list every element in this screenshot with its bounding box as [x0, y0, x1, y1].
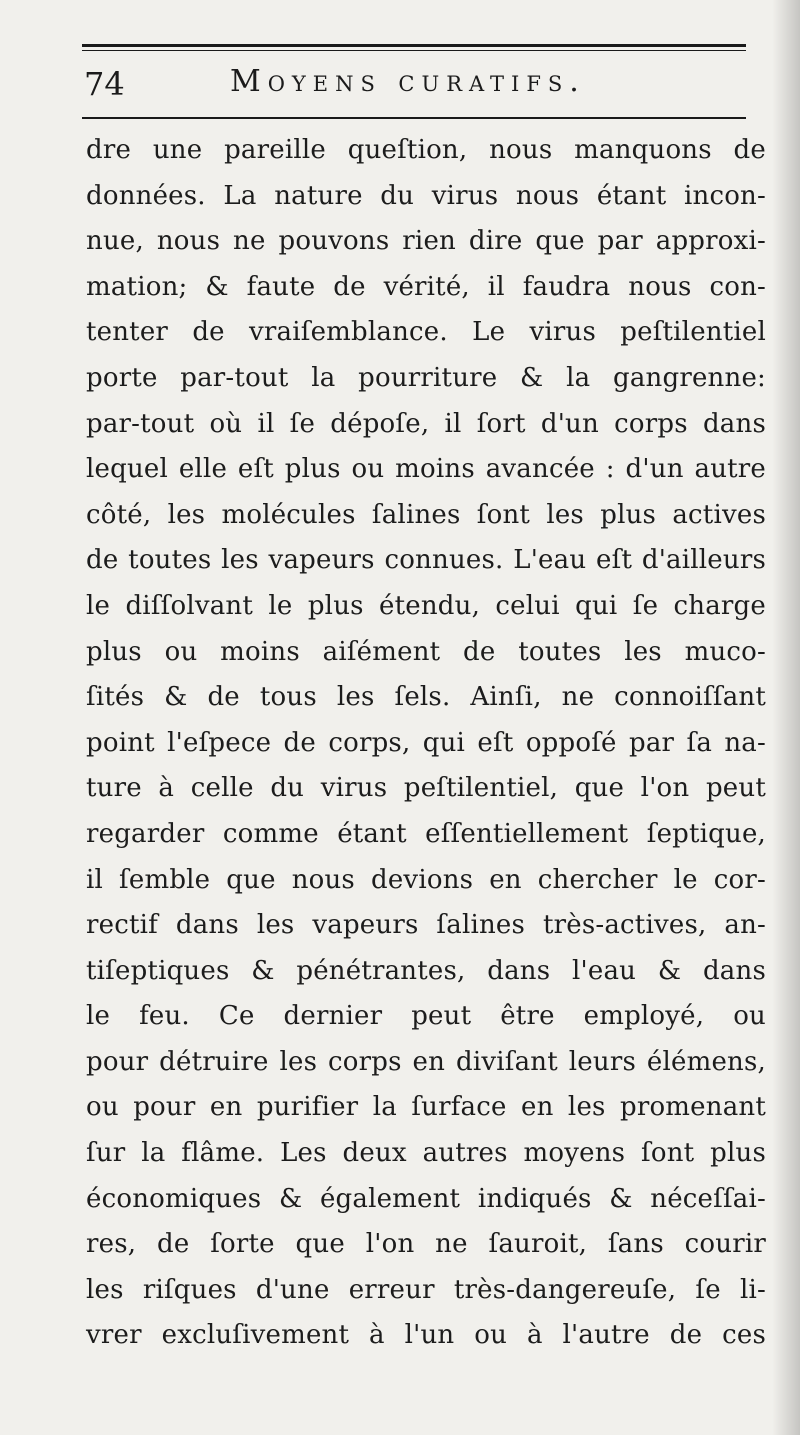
text-line: ſités & de tous les ſels. Ainſi, ne connoiſſant — [86, 682, 766, 713]
text-line: le diſſolvant le plus étendu, celui qui ſe charge — [86, 590, 766, 621]
text-line: vrer excluſivement à l'un ou à l'autre de ces — [86, 1320, 766, 1351]
header-top-rule — [82, 44, 746, 51]
text-line: les riſques d'une erreur très-dangereuſe, ſe li- — [86, 1274, 766, 1305]
text-line: ture à celle du virus peſtilentiel, que l'on peut — [86, 773, 766, 804]
text-line: ſur la flâme. Les deux autres moyens ſont plus — [86, 1138, 766, 1169]
text-line: ou pour en purifier la ſurface en les promenant — [86, 1092, 766, 1123]
body-text — [86, 128, 766, 1359]
text-line: côté, les molécules ſalines ſont les plus actives — [86, 499, 766, 530]
text-line: dre une pareille queſtion, nous manquons de — [86, 135, 766, 165]
text-line: tenter de vraiſemblance. Le virus peſtilentiel — [86, 317, 766, 348]
text-line: porte par-tout la pourriture & la gangrenne: — [86, 362, 766, 393]
text-line: données. La nature du virus nous étant incon- — [86, 180, 766, 211]
text-line: point l'eſpece de corps, qui eſt oppoſé par ſa na- — [86, 727, 766, 758]
text-line: nue, nous ne pouvons rien dire que par approxi- — [86, 226, 766, 257]
text-line: pour détruire les corps en diviſant leurs élémens, — [86, 1046, 766, 1077]
header-bottom-rule — [82, 117, 746, 119]
text-line: rectif dans les vapeurs ſalines très-actives, an- — [86, 910, 766, 941]
text-line: le feu. Ce dernier peut être employé, ou — [86, 1001, 766, 1032]
text-line: par-tout où il ſe dépoſe, il ſort d'un corps dans — [86, 408, 766, 439]
text-line: regarder comme étant eſſentiellement ſeptique, — [86, 818, 766, 849]
text-line: mation; & faute de vérité, il faudra nous con- — [86, 271, 766, 302]
text-line: il ſemble que nous devions en chercher le cor- — [86, 864, 766, 895]
text-line: économiques & également indiqués & néceſſai- — [86, 1183, 766, 1214]
text-line: plus ou moins aiſément de toutes les muco- — [86, 636, 766, 667]
page-edge-shadow — [772, 0, 800, 1435]
page-number: 74 — [84, 65, 125, 103]
running-title: Moyens curatifs. — [230, 64, 586, 99]
text-line: res, de ſorte que l'on ne ſauroit, ſans courir — [86, 1229, 766, 1260]
text-line: lequel elle eſt plus ou moins avancée : d'un autre — [86, 454, 766, 485]
text-line: tiſeptiques & pénétrantes, dans l'eau & dans — [86, 955, 766, 986]
text-line: de toutes les vapeurs connues. L'eau eſt d'ailleurs — [86, 545, 766, 576]
